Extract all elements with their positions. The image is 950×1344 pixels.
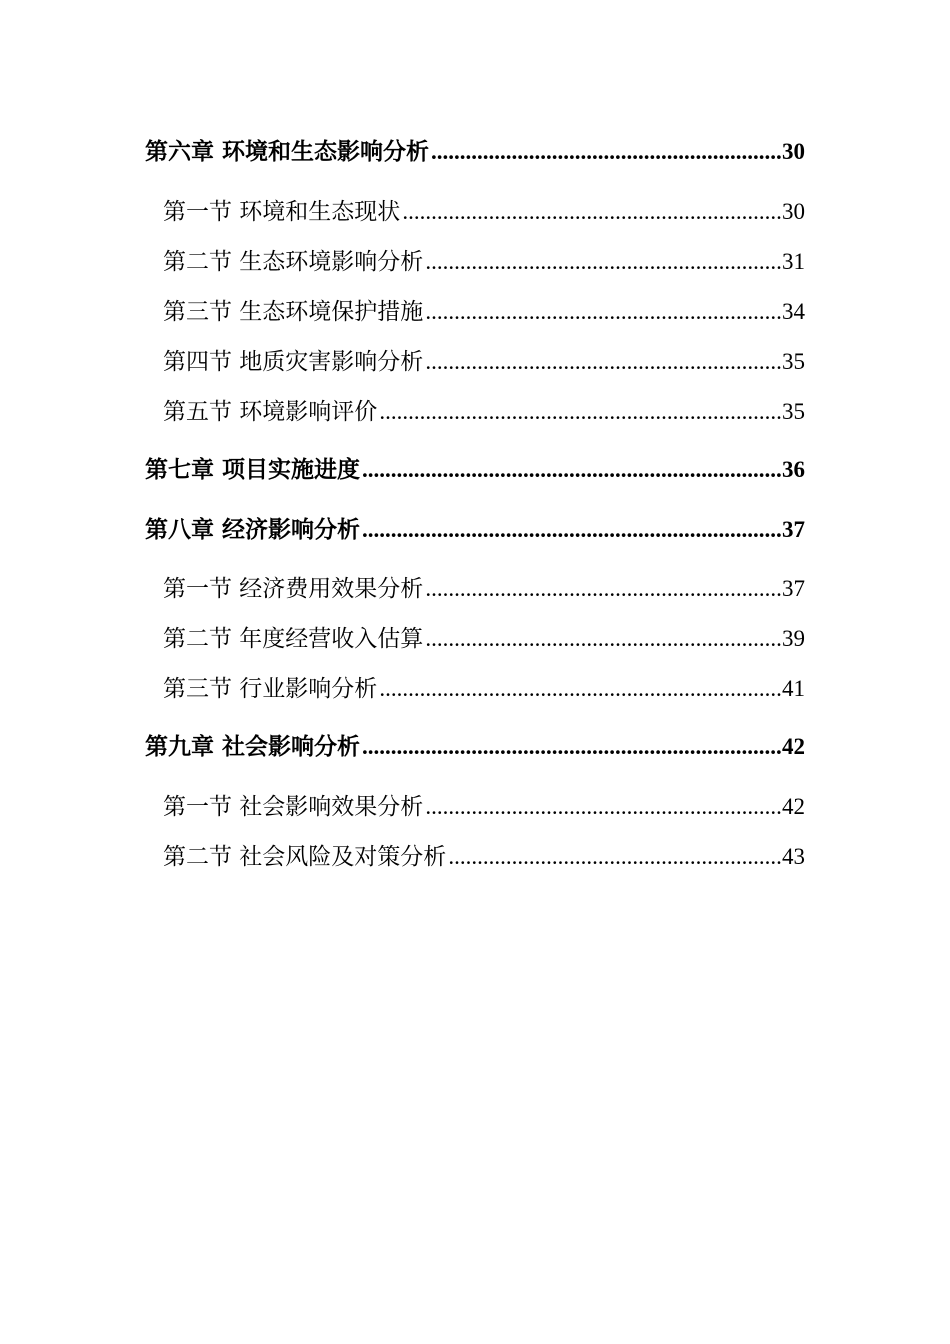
toc-entry-chapter-7[interactable]	[145, 451, 805, 484]
toc-entry-chapter-6[interactable]	[145, 133, 805, 166]
toc-entry-title: 第三节 生态环境保护措施	[163, 299, 424, 325]
toc-entry-title: 第八章 经济影响分析	[145, 516, 361, 543]
toc-entry-title: 第一节 环境和生态现状	[163, 199, 401, 225]
toc-entry-page: 42	[782, 794, 805, 819]
toc-entry-title: 第三节 行业影响分析	[163, 676, 378, 702]
toc-leader-dots	[402, 199, 782, 225]
toc-leader-dots	[448, 844, 782, 870]
toc-entry-section[interactable]	[163, 343, 805, 376]
toc-leader-dots	[431, 139, 782, 165]
toc-leader-dots	[379, 399, 782, 425]
toc-entry-title: 第一节 社会影响效果分析	[163, 794, 424, 820]
toc-entry-section[interactable]	[163, 243, 805, 276]
toc-entry-section[interactable]	[163, 788, 805, 821]
toc-entry-page: 31	[782, 249, 805, 274]
toc-entry-page: 34	[782, 299, 805, 324]
toc-entry-title: 第五节 环境影响评价	[163, 399, 378, 425]
toc-entry-page: 35	[782, 349, 805, 374]
toc-entry-title: 第六章 环境和生态影响分析	[145, 138, 430, 165]
toc-entry-page: 39	[782, 626, 805, 651]
toc-leader-dots	[425, 349, 782, 375]
toc-leader-dots	[425, 249, 782, 275]
toc-entry-section[interactable]	[163, 393, 805, 426]
toc-leader-dots	[362, 734, 782, 760]
toc-entry-title: 第一节 经济费用效果分析	[163, 576, 424, 602]
toc-entry-chapter-9[interactable]	[145, 728, 805, 761]
toc-leader-dots	[425, 626, 782, 652]
toc-leader-dots	[425, 299, 782, 325]
toc-entry-chapter-8[interactable]	[145, 511, 805, 544]
toc-entry-title: 第二节 社会风险及对策分析	[163, 844, 447, 870]
toc-entry-title: 第七章 项目实施进度	[145, 456, 361, 483]
toc-entry-page: 37	[782, 517, 805, 542]
toc-entry-title: 第二节 年度经营收入估算	[163, 626, 424, 652]
toc-leader-dots	[379, 676, 782, 702]
toc-entry-page: 42	[782, 734, 805, 759]
toc-entry-page: 30	[782, 139, 805, 164]
toc-leader-dots	[362, 517, 782, 543]
toc-leader-dots	[425, 576, 782, 602]
toc-entry-page: 37	[782, 576, 805, 601]
toc-entry-page: 36	[782, 457, 805, 482]
toc-entry-page: 35	[782, 399, 805, 424]
toc-entry-section[interactable]	[163, 293, 805, 326]
toc-entry-page: 43	[782, 844, 805, 869]
toc-entry-section[interactable]	[163, 193, 805, 226]
toc-entry-section[interactable]	[163, 620, 805, 653]
toc-entry-section[interactable]	[163, 838, 805, 871]
toc-leader-dots	[362, 457, 782, 483]
toc-entry-section[interactable]	[163, 670, 805, 703]
toc-entry-title: 第九章 社会影响分析	[145, 733, 361, 760]
toc-entry-page: 41	[782, 676, 805, 701]
toc-entry-title: 第二节 生态环境影响分析	[163, 249, 424, 275]
toc-entry-page: 30	[782, 199, 805, 224]
toc-leader-dots	[425, 794, 782, 820]
toc-entry-section[interactable]	[163, 570, 805, 603]
toc-entry-title: 第四节 地质灾害影响分析	[163, 349, 424, 375]
